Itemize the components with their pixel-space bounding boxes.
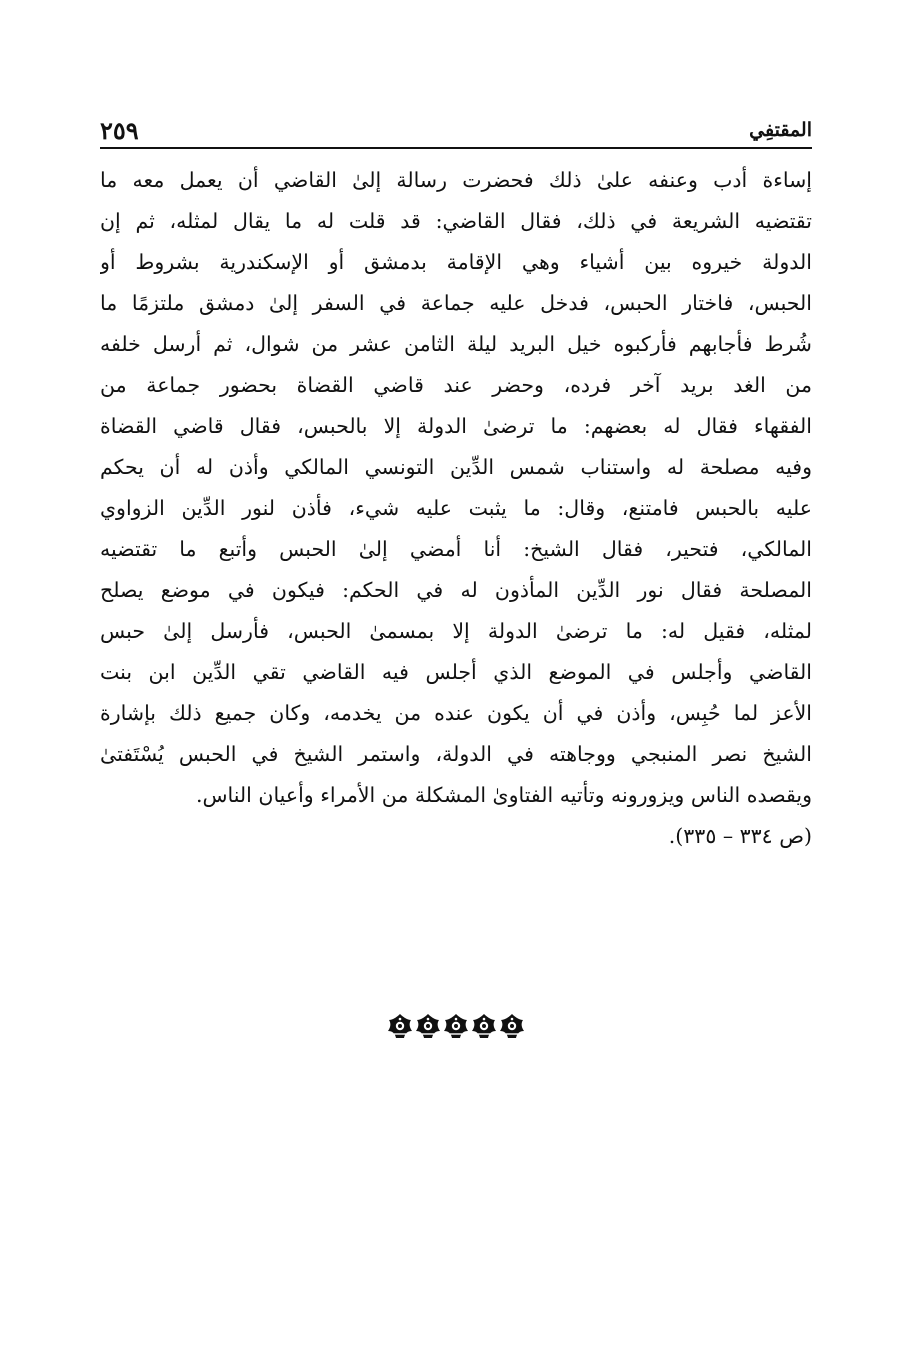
- section-ornament: [100, 1012, 812, 1040]
- text-line: الحبس، فاختار الحبس، فدخل عليه جماعة في السفر إلىٰ دمشق ملتزمًا ما: [100, 291, 812, 315]
- running-header: [100, 110, 812, 144]
- text-line: شُرط فأجابهم فأركبوه خيل البريد ليلة الثامن عشر من شوال، ثم أرسل خلفه: [100, 332, 812, 356]
- text-line: لمثله، فقيل له: ما ترضىٰ الدولة إلا بمسمىٰ الحبس، فأرسل إلىٰ حبس: [100, 619, 812, 643]
- text-line: القاضي وأجلس في الموضع الذي أجلس فيه القاضي تقي الدِّين ابن بنت: [100, 660, 812, 684]
- text-line: إساءة أدب وعنفه علىٰ ذلك فحضرت رسالة إلىٰ القاضي أن يعمل معه ما: [100, 168, 812, 192]
- body-text: [100, 160, 812, 857]
- floral-ornament-icon: [386, 1012, 526, 1040]
- text-line: المصلحة فقال نور الدِّين المأذون له في الحكم: فيكون في موضع يصلح: [100, 578, 812, 602]
- text-line: من الغد بريد آخر فرده، وحضر عند قاضي القضاة بحضور جماعة من: [100, 373, 812, 397]
- header-title: المقتفِي: [749, 119, 812, 141]
- text-line: الشيخ نصر المنبجي ووجاهته في الدولة، واستمر الشيخ في الحبس يُسْتَفتىٰ: [100, 742, 812, 766]
- text-line: الدولة خيروه بين أشياء وهي الإقامة بدمشق أو الإسكندرية بشروط أو: [100, 250, 812, 274]
- citation-line: (ص ٣٣٤ – ٣٣٥).: [668, 824, 812, 848]
- text-line: ويقصده الناس ويزورونه وتأتيه الفتاوىٰ المشكلة من الأمراء وأعيان الناس.: [195, 783, 812, 807]
- text-line: الفقهاء فقال له بعضهم: ما ترضىٰ الدولة إلا بالحبس، فقال قاضي القضاة: [100, 414, 812, 438]
- text-line: وفيه مصلحة له واستناب شمس الدِّين التونسي المالكي وأذن له أن يحكم: [100, 455, 812, 479]
- text-line: عليه بالحبس فامتنع، وقال: ما يثبت عليه شيء، فأذن لنور الدِّين الزواوي: [100, 496, 812, 520]
- text-line: الأعز لما حُبِس، وأذن في أن يكون عنده من يخدمه، وكان جميع ذلك بإشارة: [100, 701, 812, 725]
- text-line: المالكي، فتحير، فقال الشيخ: أنا أمضي إلىٰ الحبس وأتبع ما تقتضيه: [100, 537, 812, 561]
- book-page: [100, 0, 812, 1366]
- page-number: ٢٥٩: [100, 116, 139, 145]
- header-rule: [100, 147, 812, 149]
- text-line: تقتضيه الشريعة في ذلك، فقال القاضي: قد قلت له ما يقال لمثله، ثم إن: [100, 209, 812, 233]
